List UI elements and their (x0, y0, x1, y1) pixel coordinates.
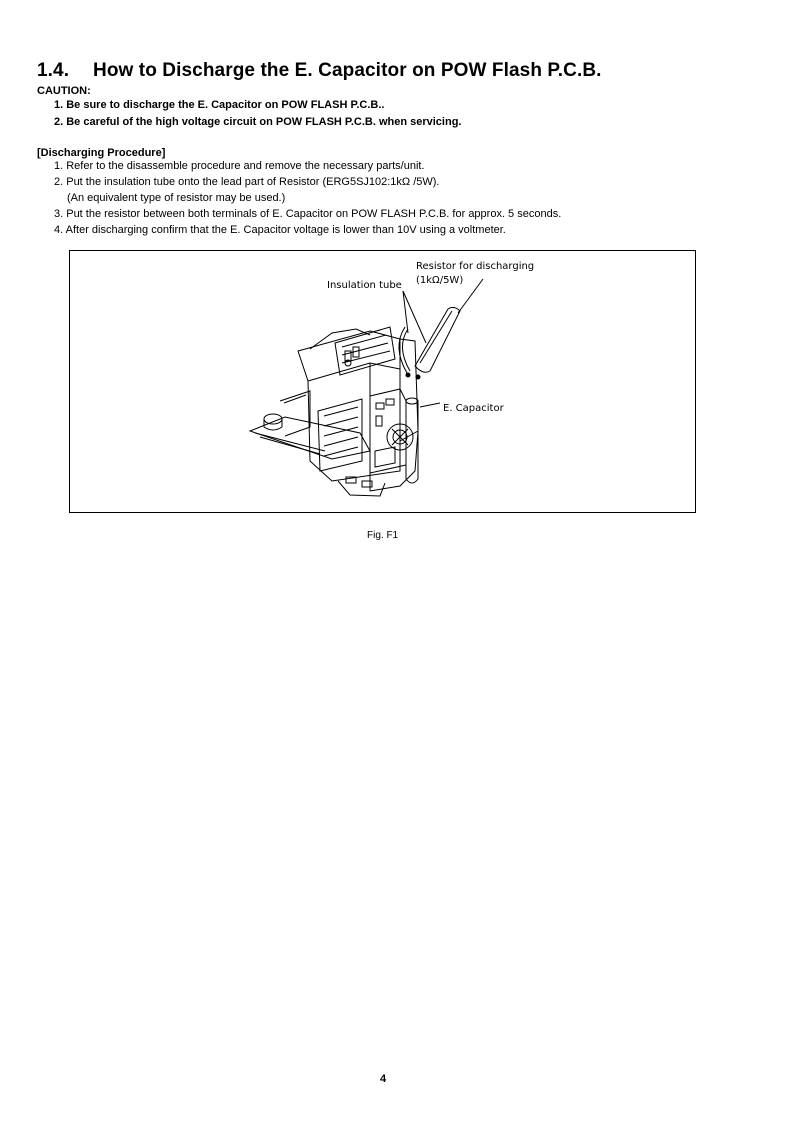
section-number: 1.4. (37, 60, 70, 81)
procedure-title: [Discharging Procedure] (37, 147, 166, 159)
procedure-step-2: 2. Put the insulation tube onto the lead part of Resistor (ERG5SJ102:1kΩ /5W). (54, 176, 440, 188)
resistor-value-label: (1kΩ/5W) (416, 275, 464, 286)
page-number: 4 (380, 1073, 387, 1085)
procedure-step-1: 1. Refer to the disassemble procedure and remove the necessary parts/unit. (54, 160, 425, 172)
procedure-step-4: 4. After discharging confirm that the E. Capacitor voltage is lower than 10V using a voltmeter. (54, 224, 506, 236)
caution-item-1: 1. Be sure to discharge the E. Capacitor on POW FLASH P.C.B.. (54, 99, 385, 111)
capacitor-label: E. Capacitor (443, 403, 504, 414)
procedure-step-3: 3. Put the resistor between both terminals of E. Capacitor on POW FLASH P.C.B. for approx. 5 seconds. (54, 208, 562, 220)
resistor-label: Resistor for discharging (416, 261, 535, 272)
caution-item-2: 2. Be careful of the high voltage circuit on POW FLASH P.C.B. when servicing. (54, 116, 462, 128)
caution-title: CAUTION: (37, 85, 91, 97)
section-heading (37, 60, 602, 82)
insulation-tube-label: Insulation tube (327, 280, 402, 291)
figure-frame (69, 250, 696, 513)
procedure-step-2-note: (An equivalent type of resistor may be used.) (67, 192, 286, 204)
figure-caption: Fig. F1 (367, 530, 399, 541)
section-title: How to Discharge the E. Capacitor on POW Flash P.C.B. (93, 60, 602, 81)
